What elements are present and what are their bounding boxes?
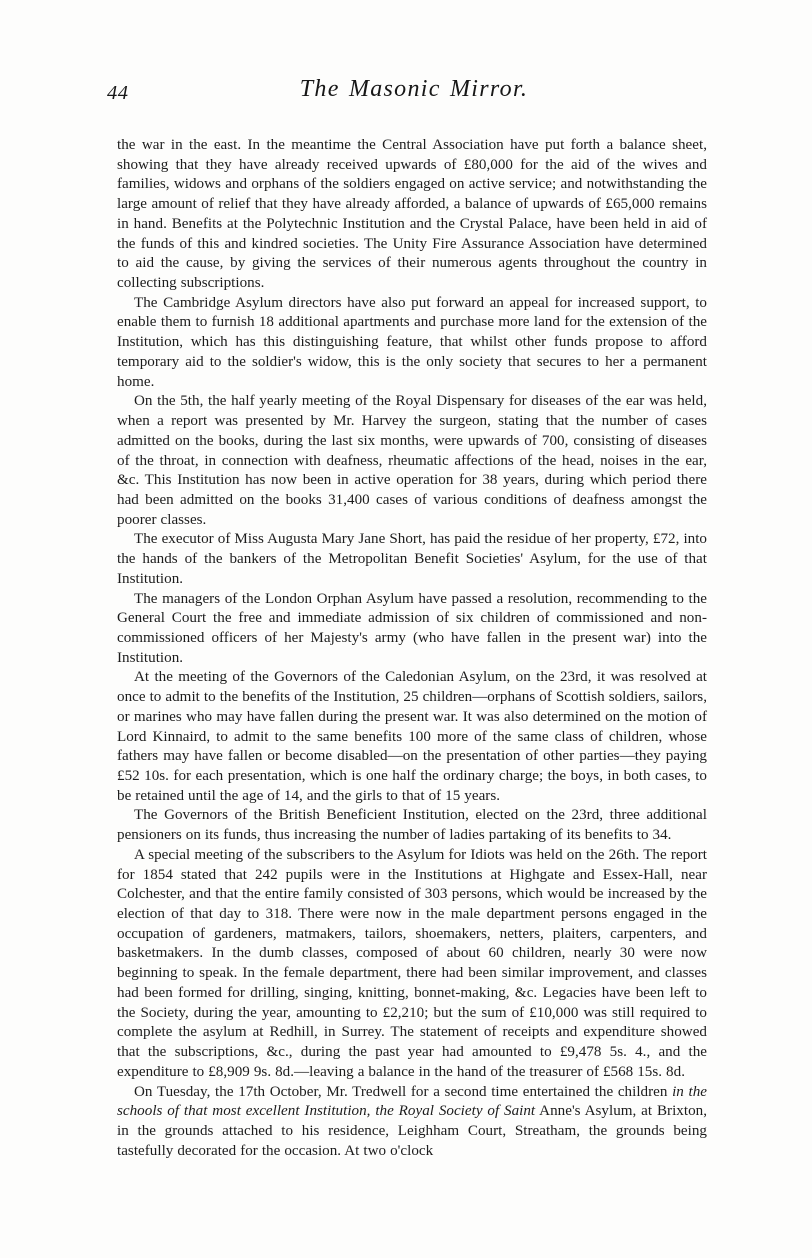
para-london-orphan-asylum: The managers of the London Orphan Asylum have passed a resolution, recommending to the General Court the free and immediate admission of six children of commissioned and non-commissioned officers of her Majesty's army (who have fallen in the present war) into the Institution.: [117, 590, 707, 666]
para-tredwell-saint-annes: [117, 1083, 707, 1162]
para-augusta-short: The executor of Miss Augusta Mary Jane Short, has paid the residue of her property, £72, into the hands of the bankers of the Metropolitan Benefit Societies' Asylum, for the use of that Institution.: [117, 531, 707, 587]
body-text-column: [117, 136, 707, 1161]
para-british-beneficent: The Governors of the British Beneficient Institution, elected on the 23rd, three additional pensioners on its funds, thus increasing the number of ladies partaking of its benefits to 34.: [117, 807, 707, 844]
para-asylum-for-idiots: A special meeting of the subscribers to the Asylum for Idiots was held on the 26th. The report for 1854 stated that 242 pupils were in the Institutions at Highgate and Essex-Hall, near Colchester, and that the entire family consisted of 303 persons, which would be increased by the election of that day to 318. There were now in the male department persons engaged in the occupation of gardeners, matmakers, tailors, shoemakers, netters, plaiters, carpenters, and basketmakers. In the dumb classes, composed of about 60 children, nearly 30 were now beginning to speak. In the female department, there had been similar improvement, and classes had been formed for drilling, singing, knitting, bonnet-making, &c. Legacies have been left to the Society, during the year, amounting to £2,210; but the sum of £10,000 was still required to complete the asylum at Redhill, in Surrey. The statement of receipts and expenditure showed that the subscriptions, &c., during the past year had amounted to £9,478 5s. 4., and the expenditure to £8,909 9s. 8d.—leaving a balance in the hand of the treasurer of £568 15s. 8d.: [117, 846, 707, 1080]
roman-phrase: Anne's Asylum, at Brixton, in the grounds attached to his residence, Leighham Court, Streatham, the grounds being tastefully decorated for the occasion. At two o'clock: [117, 1103, 707, 1159]
para-caledonian-asylum: At the meeting of the Governors of the Caledonian Asylum, on the 23rd, it was resolved at once to admit to the benefits of the Institution, 25 children—orphans of Scottish soldiers, sailors, or marines who may have fallen during the present war. It was also determined on the motion of Lord Kinnaird, to admit to the same benefits 100 more of the same class of children, whose fathers may have fallen or become disabled—on the presentation of other parties—they paying £52 10s. for each presentation, which is one half the ordinary charge; the boys, in both cases, to be retained until the age of 14, and the girls to that of 15 years.: [117, 669, 707, 804]
running-title: The Masonic Mirror.: [299, 76, 529, 102]
para-central-association: the war in the east. In the meantime the Central Association have put forth a balance sheet, showing that they have already received upwards of £80,000 for the aid of the wives and families, widows and orphans of the soldiers engaged on active service; and notwithstanding the large amount of relief that they have already afforded, a balance of upwards of £65,000 remains in hand. Benefits at the Polytechnic Institution and the Crystal Palace, have been held in aid of the funds of this and kindred societies. The Unity Fire Assurance Association have determined to aid the cause, by giving the services of their numerous agents throughout the country in collecting subscriptions.: [117, 137, 707, 292]
running-head: [107, 76, 707, 118]
para-cambridge-asylum: The Cambridge Asylum directors have also put forward an appeal for increased support, to enable them to furnish 18 additional apartments and purchase more land for the extension of the Institution, which has this distinguishing feature, that whilst other funds propose to afford temporary aid to the soldier's widow, this is the only society that secures to her a permanent home.: [117, 294, 707, 390]
page-number: 44: [107, 82, 129, 104]
italic-phrase: in the schools of that most excellent Institution, the Royal Society of Saint: [117, 1083, 707, 1120]
roman-phrase: On Tuesday, the 17th October, Mr. Tredwell for a second time entertained the children: [134, 1083, 673, 1100]
para-royal-dispensary: On the 5th, the half yearly meeting of the Royal Dispensary for diseases of the ear was held, when a report was presented by Mr. Harvey the surgeon, stating that the number of cases admitted on the books, during the last six months, were upwards of 700, consisting of diseases of the throat, in connection with deafness, rheumatic affections of the head, noises in the ear, &c. This Institution has now been in active operation for 38 years, during which period there had been admitted on the books 31,400 cases of various conditions of deafness amongst the poorer classes.: [117, 393, 707, 528]
